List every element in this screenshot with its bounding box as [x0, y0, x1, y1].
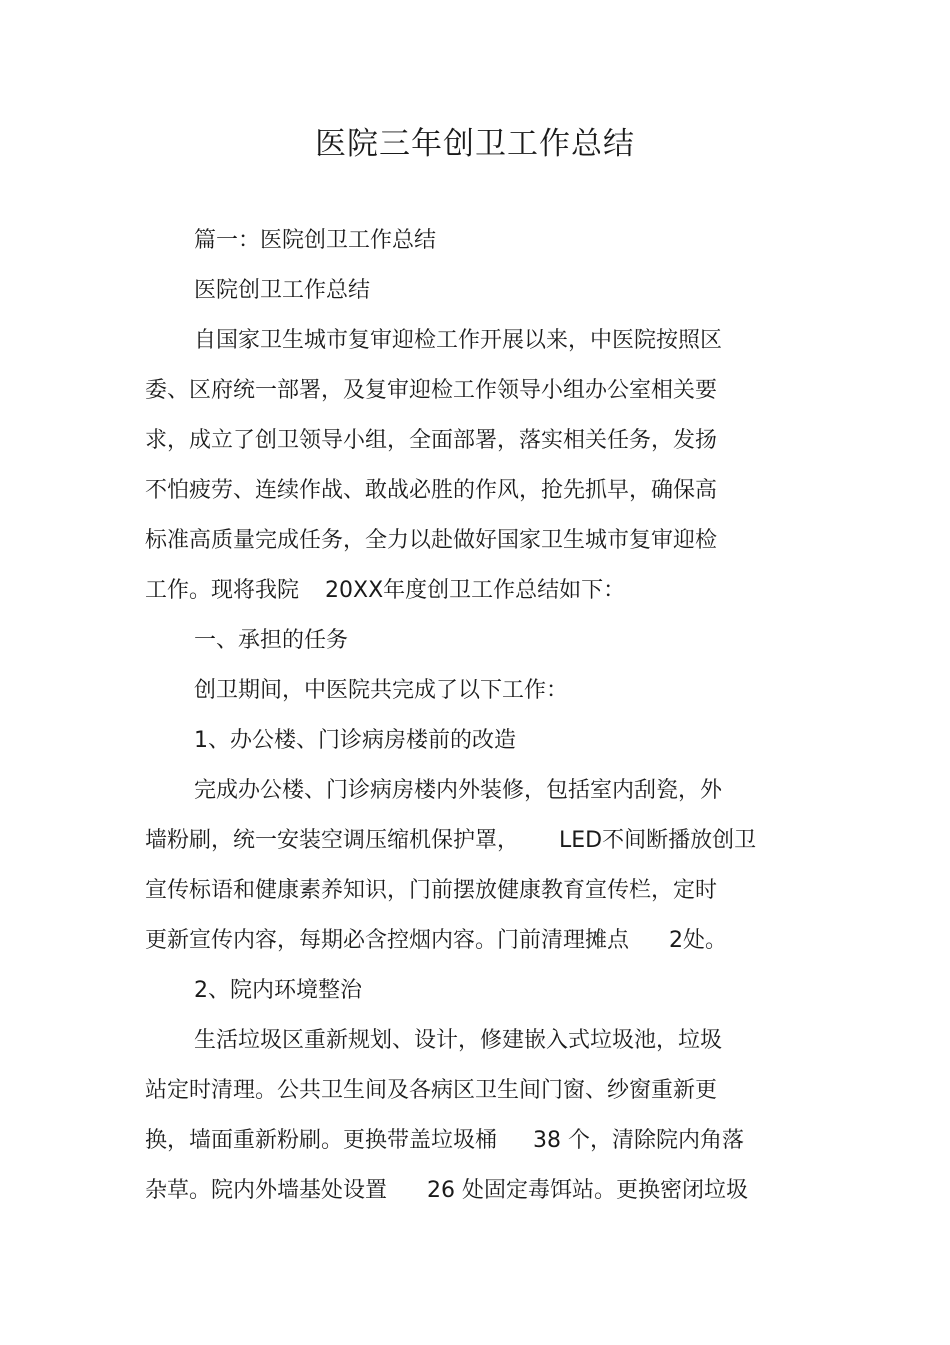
section-heading: 篇一：医院创卫工作总结	[194, 228, 437, 253]
paragraph-line: 工作。现将我院 20XX年度创卫工作总结如下：	[145, 578, 626, 603]
paragraph-line: 不怕疲劳、连续作战、敢战必胜的作风，抢先抓早，确保高	[145, 478, 718, 503]
paragraph-line: 委、区府统一部署，及复审迎检工作领导小组办公室相关要	[145, 378, 718, 403]
subsection-heading: 1、办公楼、门诊病房楼前的改造	[194, 728, 516, 753]
subsection-heading: 2、院内环境整治	[194, 978, 362, 1003]
paragraph-line: 自国家卫生城市复审迎检工作开展以来，中医院按照区	[194, 328, 723, 353]
paragraph-line: 墙粉刷，统一安装空调压缩机保护罩， LED不间断播放创卫	[145, 828, 757, 853]
section-heading: 一、承担的任务	[194, 628, 349, 653]
paragraph-line: 标准高质量完成任务，全力以赴做好国家卫生城市复审迎检	[145, 528, 718, 553]
paragraph-line: 生活垃圾区重新规划、设计，修建嵌入式垃圾池，垃圾	[194, 1028, 723, 1053]
paragraph-line: 站定时清理。公共卫生间及各病区卫生间门窗、纱窗重新更	[145, 1078, 718, 1103]
subheading: 医院创卫工作总结	[194, 278, 371, 303]
paragraph-line: 完成办公楼、门诊病房楼内外装修，包括室内刮瓷，外	[194, 778, 723, 803]
paragraph-line: 杂草。院内外墙基处设置 26 处固定毒饵站。更换密闭垃圾	[145, 1178, 749, 1203]
paragraph-line: 宣传标语和健康素养知识，门前摆放健康教育宣传栏，定时	[145, 878, 718, 903]
paragraph-line: 创卫期间，中医院共完成了以下工作：	[194, 678, 569, 703]
paragraph-line: 更新宣传内容，每期必含控烟内容。门前清理摊点 2处。	[145, 928, 728, 953]
paragraph-line: 求，成立了创卫领导小组，全面部署，落实相关任务，发扬	[145, 428, 718, 453]
paragraph-line: 换，墙面重新粉刷。更换带盖垃圾桶 38 个，清除院内角落	[145, 1128, 745, 1153]
document-title: 医院三年创卫工作总结	[315, 126, 635, 162]
